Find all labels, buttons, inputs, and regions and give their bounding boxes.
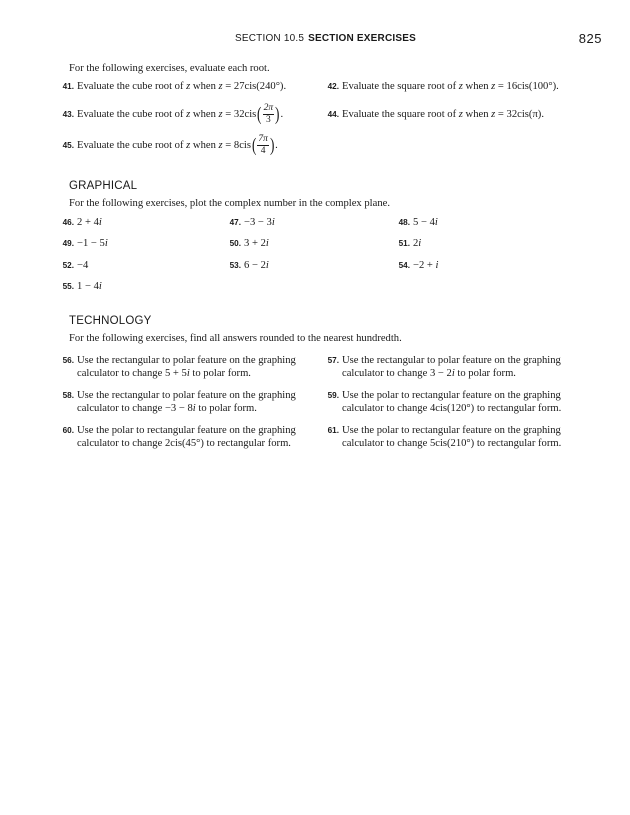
exercise-number: 57. <box>327 356 339 365</box>
graphical-intro: For the following exercises, plot the complex number in the complex plane. <box>69 198 390 209</box>
exercise-text: Evaluate the cube root of <box>77 81 187 92</box>
math-var: z <box>218 109 223 120</box>
exercise-text: Evaluate the cube root of <box>77 140 187 151</box>
complex-number: −2 + <box>413 260 436 271</box>
imaginary-unit: i <box>265 260 269 271</box>
exercise-text: Evaluate the square root of <box>342 109 459 120</box>
exercise-53 <box>223 259 269 272</box>
exercise-55 <box>56 280 102 293</box>
exercise-61 <box>321 424 583 452</box>
exercise-text: Evaluate the square root of <box>342 81 459 92</box>
exercise-number: 45. <box>62 141 74 150</box>
imaginary-unit: i <box>186 368 190 379</box>
math-expression: = 16cis(100°). <box>495 81 559 92</box>
exercise-text: Use the polar to rectangular feature on the graphing <box>342 425 561 436</box>
math-var: z <box>458 109 463 120</box>
exercise-number: 47. <box>229 218 241 227</box>
imaginary-unit: i <box>434 217 438 228</box>
exercise-number: 50. <box>229 239 241 248</box>
exercise-text: calculator to change 2cis(45°) to rectangular form. <box>77 438 291 449</box>
complex-number: −4 <box>77 260 89 271</box>
exercise-number: 58. <box>62 391 74 400</box>
exercise-text: when <box>190 109 219 120</box>
imaginary-unit: i <box>104 238 108 249</box>
exercise-number: 51. <box>398 239 410 248</box>
imaginary-unit: i <box>265 238 269 249</box>
exercise-number: 48. <box>398 218 410 227</box>
technology-intro: For the following exercises, find all answers rounded to the nearest hundredth. <box>69 333 402 344</box>
exercise-number: 46. <box>62 218 74 227</box>
exercise-text: Use the polar to rectangular feature on the graphing <box>77 425 296 436</box>
fraction-denominator: 3 <box>265 115 271 126</box>
exercise-number: 60. <box>62 426 74 435</box>
exercise-text: . <box>280 109 284 120</box>
exercise-46 <box>56 216 102 229</box>
exercise-text: . <box>275 140 278 151</box>
math-var: z <box>218 140 223 151</box>
imaginary-unit: i <box>192 403 196 414</box>
math-expression: = 27cis(240°). <box>222 81 287 92</box>
complex-number: −1 − 5 <box>77 238 105 249</box>
math-var: z <box>491 81 496 92</box>
imaginary-unit: i <box>451 368 455 379</box>
exercise-49 <box>56 237 108 250</box>
complex-number: −3 − 3 <box>244 217 272 228</box>
exercise-text: to polar form. <box>195 403 257 414</box>
exercise-number: 52. <box>62 261 74 270</box>
fraction-numerator: 7π <box>258 134 268 145</box>
exercise-44 <box>321 108 544 121</box>
fraction <box>257 134 269 157</box>
math-var: z <box>491 109 496 120</box>
math-var: z <box>186 81 191 92</box>
left-paren: ( <box>251 135 257 157</box>
exercise-59 <box>321 389 583 417</box>
graphical-heading: GRAPHICAL <box>69 180 138 192</box>
math-var: z <box>186 140 191 151</box>
exercise-57 <box>321 354 583 382</box>
complex-number: 2 + 4 <box>77 217 99 228</box>
exercise-text: when <box>462 109 492 120</box>
exercise-text: Use the rectangular to polar feature on the graphing <box>77 390 296 401</box>
exercise-text: when <box>462 81 492 92</box>
complex-number: 3 + 2 <box>244 238 266 249</box>
exercise-56 <box>56 354 318 382</box>
complex-number: 5 − 4 <box>413 217 435 228</box>
exercise-text: Use the rectangular to polar feature on the graphing <box>342 355 561 366</box>
math-expression: = 8cis <box>222 140 251 151</box>
exercise-text: Use the polar to rectangular feature on the graphing <box>342 390 561 401</box>
exercise-number: 61. <box>327 426 339 435</box>
exercise-text: Evaluate the cube root of <box>77 109 187 120</box>
section-title: SECTION EXERCISES <box>308 33 416 44</box>
exercise-text: calculator to change 3 − 2 <box>342 368 452 379</box>
fraction-numerator: 2π <box>263 103 274 114</box>
section-number: SECTION 10.5 <box>235 33 305 44</box>
exercise-text: calculator to change 5 + 5 <box>77 368 187 379</box>
imaginary-unit: i <box>98 217 102 228</box>
exercise-text: Use the rectangular to polar feature on the graphing <box>77 355 296 366</box>
exercise-51 <box>392 237 421 250</box>
exercise-text: calculator to change 4cis(120°) to rectangular form. <box>342 403 562 414</box>
exercise-text: to polar form. <box>189 368 251 379</box>
roots-intro: For the following exercises, evaluate each root. <box>69 63 270 74</box>
exercise-48 <box>392 216 438 229</box>
math-var: z <box>186 109 191 120</box>
exercise-text: when <box>190 140 219 151</box>
imaginary-unit: i <box>98 281 102 292</box>
fraction <box>263 103 275 126</box>
exercise-number: 43. <box>62 110 74 119</box>
complex-number: 2 <box>413 238 419 249</box>
exercise-41 <box>56 80 286 93</box>
complex-number: 1 − 4 <box>77 281 99 292</box>
exercise-text: calculator to change 5cis(210°) to rectangular form. <box>342 438 562 449</box>
exercise-43 <box>56 102 283 128</box>
exercise-number: 55. <box>62 282 74 291</box>
imaginary-unit: i <box>271 217 275 228</box>
exercise-52 <box>56 259 88 272</box>
fraction-denominator: 4 <box>260 146 266 157</box>
exercise-60 <box>56 424 318 452</box>
section-label <box>235 33 416 44</box>
exercise-text: calculator to change −3 − 8 <box>77 403 193 414</box>
running-header <box>0 31 630 47</box>
complex-number: 6 − 2 <box>244 260 266 271</box>
exercise-text: to polar form. <box>454 368 516 379</box>
exercise-47 <box>223 216 275 229</box>
exercise-42 <box>321 80 559 93</box>
exercise-number: 42. <box>327 82 339 91</box>
exercise-number: 49. <box>62 239 74 248</box>
exercise-45 <box>56 133 278 159</box>
exercise-number: 53. <box>229 261 241 270</box>
left-paren: ( <box>257 104 262 126</box>
math-var: z <box>218 81 223 92</box>
right-paren: ) <box>275 104 280 126</box>
exercise-58 <box>56 389 318 417</box>
exercise-number: 54. <box>398 261 410 270</box>
exercise-number: 56. <box>62 356 74 365</box>
exercise-number: 44. <box>327 110 339 119</box>
imaginary-unit: i <box>435 260 439 271</box>
imaginary-unit: i <box>418 238 422 249</box>
right-paren: ) <box>269 135 275 157</box>
exercise-text: when <box>190 81 219 92</box>
exercise-number: 59. <box>327 391 339 400</box>
technology-heading: TECHNOLOGY <box>69 315 152 327</box>
exercise-50 <box>223 237 269 250</box>
page-number: 825 <box>578 31 602 46</box>
exercise-number: 41. <box>62 82 74 91</box>
math-expression: = 32cis(π). <box>495 109 544 120</box>
math-expression: = 32cis <box>222 109 257 120</box>
math-var: z <box>458 81 463 92</box>
exercise-54 <box>392 259 439 272</box>
